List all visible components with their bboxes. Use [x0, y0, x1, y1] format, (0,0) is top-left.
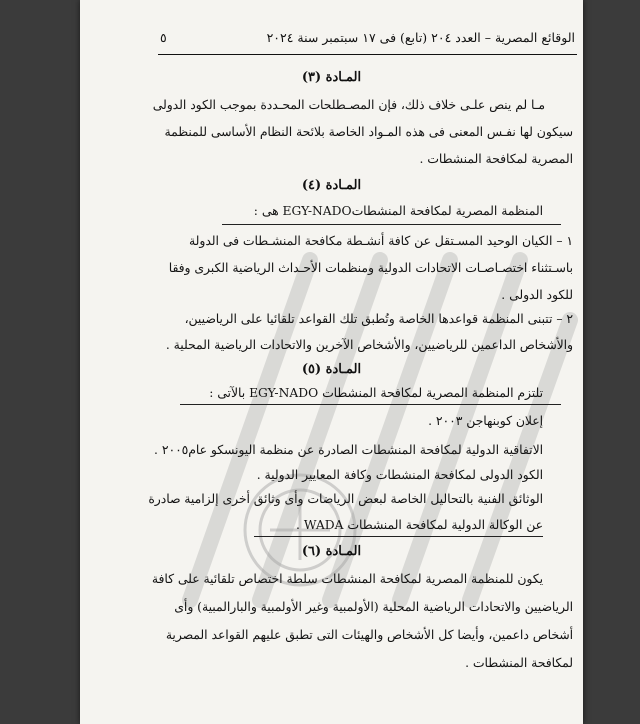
- article-6-line-4: لمكافحة المنشطات .: [465, 656, 573, 670]
- article-6-line-2: الرياضيين والاتحادات الرياضية المحلية (الأولمبية وغير الأولمبية والبارالمبية) وأى: [174, 600, 573, 614]
- article-5-line-2: إعلان كوبنهاجن ٢٠٠٣ .: [428, 414, 543, 428]
- article-5-heading: المـادة (٥): [301, 362, 362, 377]
- article-5-line-3: الاتفاقية الدولية لمكافحة المنشطات الصادرة عن منظمة اليونسكو عام٢٠٠٥ .: [154, 443, 543, 457]
- article-4-line-5: ٢ – تتبنى المنظمة قواعدها الخاصة وتُطبق تلك القواعد تلقائيا على الرياضيين،: [184, 312, 573, 326]
- article-4-line-6: والأشخاص الداعمين للرياضيين، والأشخاص الآخرين والاتحادات الرياضية المحلية .: [165, 338, 573, 352]
- article-6-line-1: يكون للمنظمة المصرية لمكافحة المنشطات سلطة اختصاص تلقائية على كافة: [151, 572, 543, 586]
- article-3-heading: المـادة (٣): [301, 70, 362, 85]
- article-4-heading: المـادة (٤): [301, 178, 362, 193]
- article-5-line-5: الوثائق الفنية بالتحاليل الخاصة لبعض الرياضات وأى وثائق أخرى إلزامية صادرة: [148, 492, 543, 506]
- article-3-line-1: مـا لم ينص علـى خلاف ذلك، فإن المصـطلحات المحـددة بموجب الكود الدولى: [152, 98, 545, 112]
- underline-rule: [222, 224, 561, 225]
- article-4-line-1: المنظمة المصرية لمكافحة المنشطاتEGY-NADO هى :: [253, 204, 543, 218]
- article-5-line-6: عن الوكالة الدولية لمكافحة المنشطات WADA .: [296, 518, 543, 532]
- header-divider: [158, 54, 577, 55]
- article-6-line-3: أشخاص داعمين، وأيضا كل الأشخاص والهيئات التى تطبق عليهم القواعد المصرية: [165, 628, 573, 642]
- article-3-line-3: المصرية لمكافحة المنشطات .: [419, 152, 573, 166]
- article-6-heading: المـادة (٦): [301, 544, 362, 559]
- article-5-line-1: تلتزم المنظمة المصرية لمكافحة المنشطات EGY-NADO بالآتى :: [209, 386, 543, 400]
- article-3-line-2: سيكون لها نفـس المعنى فى هذه المـواد الخاصة بلائحة النظام الأساسى للمنظمة: [164, 125, 573, 139]
- article-4-line-2: ١ – الكيان الوحيد المسـتقل عن كافة أنشـطة مكافحة المنشـطات فى الدولة: [189, 234, 573, 248]
- underline-rule: [180, 404, 561, 405]
- document-page: [80, 0, 583, 724]
- header-title: الوقائع المصرية – العدد ٢٠٤ (تابع) فى ١٧ سبتمبر سنة ٢٠٢٤: [266, 30, 575, 45]
- article-4-line-4: للكود الدولى .: [501, 288, 573, 302]
- page-number: ٥: [160, 30, 167, 45]
- article-5-line-4: الكود الدولى لمكافحة المنشطات وكافة المعايير الدولية .: [256, 468, 543, 482]
- article-4-line-3: باسـتثناء اختصـاصـات الاتحادات الدولية ومنظمات الأحـداث الرياضية الكبرى وفقا: [168, 261, 573, 275]
- page-header: [80, 30, 583, 50]
- underline-rule: [254, 536, 543, 537]
